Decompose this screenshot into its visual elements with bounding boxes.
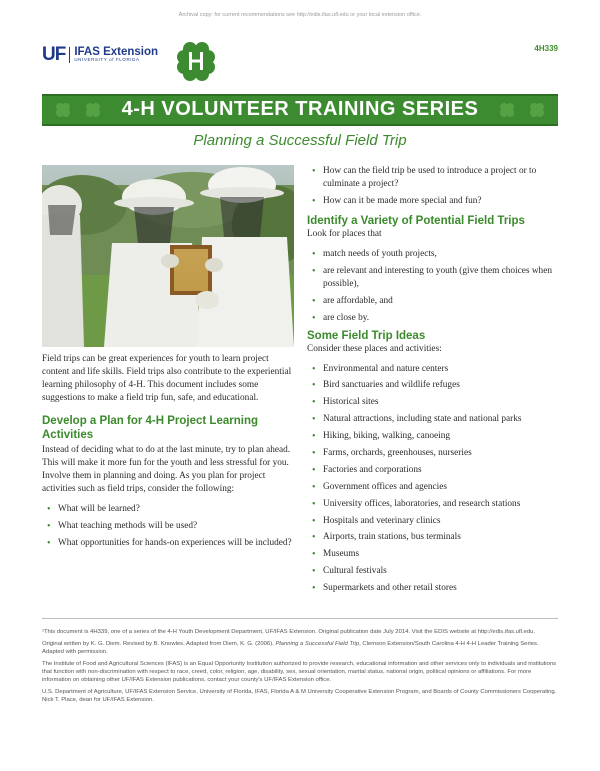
section-heading-plan: Develop a Plan for 4-H Project Learning Activities — [42, 415, 258, 441]
list-item: • are relevant and interesting to youth (give them choices when possible), — [307, 265, 558, 291]
publication-number: 4H339 — [534, 44, 558, 53]
left-column — [42, 353, 294, 554]
list-item: • are affordable, and — [307, 295, 558, 308]
list-item: • Government offices and agencies — [307, 481, 558, 494]
footnote-cooperating: U.S. Department of Agriculture, UF/IFAS Extension Service, University of Florida, IFAS, Florida A & M University Cooperative Extension Program, and Boards of County Commissioners Cooperating. Nick T. Place, dean for UF/IFAS Extension. — [42, 689, 557, 703]
list-item: • What opportunities for hands-on experiences will be included? — [42, 537, 294, 550]
logo-ifas-block — [69, 47, 158, 63]
series-banner — [42, 94, 558, 126]
footnote-publication: ¹This document is 4H339, one of a series of the 4-H Youth Development Department, UF/IFAS Extension. Original publication date July 2014. Visit the EDIS website at http://edis.ifas.ufl.edu. — [42, 629, 536, 635]
variety-intro: Look for places that — [307, 228, 382, 239]
list-item: • match needs of youth projects, — [307, 248, 558, 261]
footnote-equal-opportunity: The Institute of Food and Agricultural Sciences (IFAS) is an Equal Opportunity Institution authorized to provide research, educational information and other services only to individuals and institutions that function with non-discrimination with respect to race, creed, color, religion, age, disability, sex, sexual orientation, marital status, national origin, political opinions or affiliations. For more information on obtaining other UF/IFAS Extension publications, contact your county's UF/IFAS Extension office. — [42, 661, 557, 683]
list-item: • How can the field trip be used to introduce a project or to culminate a project? — [307, 165, 558, 191]
intro-paragraph: Field trips can be great experiences for youth to learn project content and life skills. Field trips also contribute to the experiential learning philosophy of 4-H. This document includes some suggestions to make a field trip fun, safe, and educational. — [42, 354, 292, 403]
page-title: Planning a Successful Field Trip — [193, 132, 407, 149]
footnotes — [42, 628, 558, 704]
list-item: • Factories and corporations — [307, 464, 558, 477]
footer-divider — [42, 618, 558, 619]
list-item: • are close by. — [307, 312, 558, 325]
list-item: • Hospitals and veterinary clinics — [307, 515, 558, 528]
list-item: • University offices, laboratories, and research stations — [307, 498, 558, 511]
list-item: • Historical sites — [307, 396, 558, 409]
list-item: • Environmental and nature centers — [307, 363, 558, 376]
logo-ifas-text: IFAS Extension — [74, 45, 159, 58]
list-item: • Cultural festivals — [307, 565, 558, 578]
list-item: • Hiking, biking, walking, canoeing — [307, 430, 558, 443]
ideas-intro: Consider these places and activities: — [307, 343, 442, 354]
beekeepers-photo — [42, 165, 294, 347]
section-heading-variety: Identify a Variety of Potential Field Trips — [307, 214, 525, 227]
field-trip-ideas-list — [307, 363, 558, 596]
logo-university-text: UNIVERSITY of FLORIDA — [74, 57, 140, 62]
4h-clover-icon — [175, 40, 217, 82]
section-heading-ideas: Some Field Trip Ideas — [307, 329, 426, 342]
logo-uf-text: UF — [42, 44, 66, 65]
uf-ifas-logo[interactable] — [42, 45, 158, 64]
footnote-source-title: Planning a Successful Field Trip — [275, 641, 360, 647]
archival-notice: Archival copy: for current recommendations see http://edis.ifas.ufl.edu or your local extension office. — [178, 12, 422, 18]
list-item: • Airports, train stations, bus terminals — [307, 531, 558, 544]
series-title: 4-H VOLUNTEER TRAINING SERIES — [121, 98, 479, 120]
list-item: • Natural attractions, including state and national parks — [307, 413, 558, 426]
list-item: • How can it be made more special and fun? — [307, 195, 558, 208]
plan-paragraph: Instead of deciding what to do at the last minute, try to plan ahead. This will make it more fun for the youth and less stressful for you. Involve them in planning and doing. As you plan for project activities such as field trips, consider the following: — [42, 445, 291, 494]
list-item: • What teaching methods will be used? — [42, 520, 294, 533]
footnote-authors-b: , Clemson Extension/South Carolina 4-H 4-H Leader Training Series. Adapted with permission. — [42, 641, 539, 655]
list-item: • What will be learned? — [42, 503, 294, 516]
list-item: • Supermarkets and other retail stores — [307, 582, 558, 595]
list-item: • Museums — [307, 548, 558, 561]
variety-list — [307, 248, 558, 325]
list-item: • Bird sanctuaries and wildlife refuges — [307, 379, 558, 392]
list-item: • Farms, orchards, greenhouses, nurseries — [307, 447, 558, 460]
planning-questions-list — [42, 503, 294, 550]
footnote-authors-a: Original written by K. G. Diem. Revised by B. Knowles. Adapted from Diem, K. G. (2006). — [42, 641, 276, 647]
right-column — [307, 165, 558, 599]
footnote-authors — [42, 640, 558, 656]
planning-questions-continued — [307, 165, 558, 208]
